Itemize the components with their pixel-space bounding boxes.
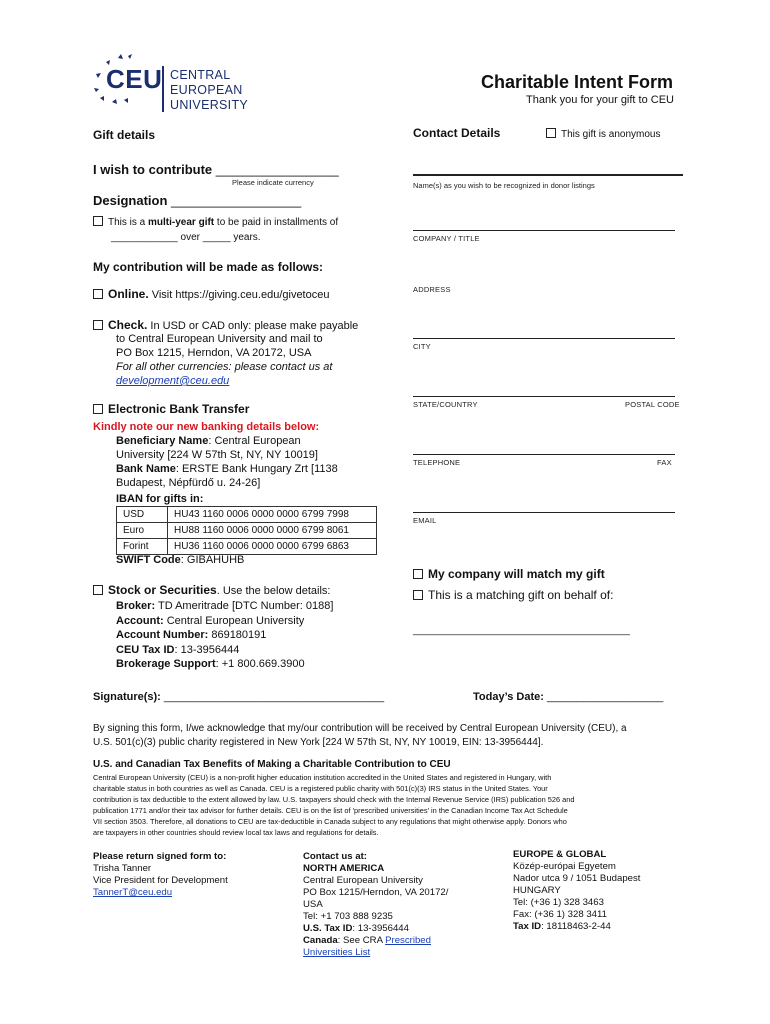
online-option[interactable]: [93, 287, 329, 302]
prescribed-universities-link-cont[interactable]: Universities List: [303, 947, 371, 958]
ceu-taxid-value: : 13-3956444: [174, 643, 240, 656]
form-title: Charitable Intent Form: [480, 72, 673, 92]
global-telephone: Tel: (+36 1) 328 3463: [513, 897, 604, 908]
bank-transfer-option[interactable]: [93, 402, 249, 417]
contribute-amount-field[interactable]: _________________: [215, 162, 339, 177]
name-field[interactable]: [413, 174, 683, 176]
us-taxid-value: : 13-3956444: [352, 923, 409, 934]
anonymous-checkbox[interactable]: [546, 128, 556, 138]
state-label: STATE/COUNTRY: [413, 400, 478, 409]
telephone-field[interactable]: [413, 454, 675, 455]
acknowledgement: [93, 722, 627, 750]
global-taxid-label: Tax ID: [513, 921, 542, 932]
contact-details-heading: Contact Details: [413, 126, 501, 140]
fax-label: FAX: [657, 458, 672, 467]
gift-details-heading: Gift details: [93, 128, 156, 142]
us-taxid-label: U.S. Tax ID: [303, 923, 353, 934]
contact-org: Central European University: [303, 875, 423, 886]
check-details: [116, 332, 332, 388]
logo-text: [170, 68, 248, 113]
ceu-logo-mark: CEU: [106, 64, 163, 94]
email-label: EMAIL: [413, 516, 437, 525]
company-label: COMPANY / TITLE: [413, 234, 480, 243]
check-line4: For all other currencies: please contact us at: [116, 361, 333, 373]
ack-line2: U.S. 501(c)(3) public charity registered in New York [224 W 57th St, NY, NY 10019, EIN: 13-3956444].: [93, 737, 544, 748]
telephone-label: TELEPHONE: [413, 458, 461, 467]
matching-company-field[interactable]: _______________________________________: [413, 625, 630, 636]
account-value: Central European University: [163, 614, 305, 627]
address-label: ADDRESS: [413, 285, 451, 294]
return-email-link[interactable]: TannerT@ceu.edu: [93, 887, 173, 898]
check-option[interactable]: [93, 318, 358, 333]
name-hint: Name(s) as you wish to be recognized in donor listings: [413, 181, 595, 190]
return-name: Trisha Tanner: [93, 863, 152, 874]
account-number-label: Account Number:: [116, 629, 209, 641]
online-label: Online.: [108, 287, 149, 301]
brokerage-support-value: : +1 800.669.3900: [215, 658, 305, 670]
matching-behalf-option[interactable]: [413, 588, 613, 603]
multi-year-bold: multi-year gift: [148, 217, 215, 228]
check-checkbox[interactable]: [93, 320, 103, 330]
tax-heading: U.S. and Canadian Tax Benefits of Making a Charitable Contribution to CEU: [93, 759, 451, 770]
stock-option[interactable]: [93, 583, 330, 598]
table-row: [117, 507, 377, 523]
broker-value: TD Ameritrade [DTC Number: 0188]: [155, 600, 334, 612]
stock-label: Stock or Securities: [108, 583, 217, 597]
beneficiary-line2: University [224 W 57th St, NY, NY 10019]: [116, 449, 318, 461]
iban-currency: USD: [117, 507, 168, 523]
online-text: Visit https://giving.ceu.edu/givetoceu: [148, 289, 330, 301]
global-address: Nador utca 9 / 1051 Budapest: [513, 873, 641, 884]
iban-table: [116, 506, 377, 555]
development-email-link[interactable]: development@ceu.edu: [116, 375, 230, 387]
global-block: [513, 849, 640, 933]
logo-line2: EUROPEAN: [170, 83, 243, 97]
contribution-heading: My contribution will be made as follows:: [93, 260, 324, 274]
designation-line: [93, 193, 301, 209]
bankname-line2: Budapest, Népfürdő u. 24-26]: [116, 477, 261, 489]
anonymous-label: This gift is anonymous: [561, 129, 661, 140]
logo-divider: [162, 66, 164, 112]
prescribed-universities-link[interactable]: Prescribed: [385, 935, 431, 946]
check-line2: to Central European University and mail to: [116, 333, 323, 345]
bankname-label: Bank Name: [116, 463, 176, 475]
global-org: Közép-európai Egyetem: [513, 861, 616, 872]
return-heading: Please return signed form to:: [93, 851, 227, 862]
logo-line3: UNIVERSITY: [170, 98, 249, 112]
date-line: [473, 690, 663, 704]
signature-field[interactable]: ____________________________________: [163, 691, 385, 703]
bank-transfer-label: Electronic Bank Transfer: [108, 402, 250, 416]
contact-telephone: Tel: +1 703 888 9235: [303, 911, 393, 922]
iban-heading: IBAN for gifts in:: [116, 493, 204, 505]
city-label: CITY: [413, 342, 431, 351]
tax-line: VII section 3503. Therefore, all donations to CEU are tax-deductible in Canada subject to any regulations that might otherwise apply. Donors who: [93, 817, 567, 826]
return-block: [93, 851, 228, 899]
contact-block: [303, 851, 448, 959]
form-subtitle: Thank you for your gift to CEU: [526, 94, 674, 106]
iban-number: HU36 1160 0006 0000 0000 6799 6863: [168, 539, 377, 555]
ceu-taxid-label: CEU Tax ID: [116, 643, 175, 656]
iban-number: HU43 1160 0006 0000 0000 6799 7998: [168, 507, 377, 523]
global-taxid-value: : 18118463-2-44: [541, 921, 611, 932]
account-label: Account:: [116, 614, 164, 627]
swift-code: [116, 553, 244, 567]
stock-checkbox[interactable]: [93, 585, 103, 595]
swift-value: : GIBAHUHB: [180, 554, 245, 566]
check-label: Check.: [108, 318, 148, 332]
canada-text: : See CRA: [337, 935, 386, 946]
date-label: Today’s Date:: [473, 691, 544, 703]
tax-line: are taxpayers in other countries should review local tax laws and regulations for details.: [93, 828, 379, 837]
address-field[interactable]: [413, 338, 675, 339]
swift-label: SWIFT Code: [116, 554, 181, 566]
ceu-logo: [88, 52, 258, 118]
broker-label: Broker:: [116, 600, 156, 612]
date-field[interactable]: ___________________: [546, 691, 664, 703]
brokerage-support-label: Brokerage Support: [116, 658, 216, 670]
check-text: In USD or CAD only: please make payable: [147, 320, 359, 332]
matching-behalf-label: This is a matching gift on behalf of:: [428, 588, 614, 602]
bankname-value: : ERSTE Bank Hungary Zrt [1138: [175, 463, 338, 475]
designation-label: Designation: [93, 193, 168, 208]
designation-field[interactable]: __________________: [171, 193, 302, 208]
match-checkbox[interactable]: [413, 569, 423, 579]
state-field[interactable]: [413, 396, 675, 397]
tax-line: contribution is tax deductible to the extent allowed by law. U.S. taxpayers should check with the Internal Revenue Service (IRS) publication 526 and: [93, 795, 575, 804]
iban-currency: Forint: [117, 539, 168, 555]
match-option[interactable]: [413, 567, 605, 582]
postal-label: POSTAL CODE: [625, 400, 680, 409]
table-row: [117, 523, 377, 539]
global-fax: Fax: (+36 1) 328 3411: [513, 909, 607, 920]
multi-year-installments[interactable]: ____________ over _____ years.: [111, 232, 261, 243]
beneficiary-label: Beneficiary Name: [116, 435, 209, 447]
tax-line: charitable status in both countries as well as Canada. CEU is a registered public charity with 501(c)(3) IRS status in the United States. Your: [93, 784, 548, 793]
global-heading: EUROPE & GLOBAL: [513, 849, 607, 860]
multi-year-checkbox[interactable]: [93, 216, 103, 226]
multi-year-post: to be paid in installments of: [214, 217, 339, 228]
multi-year-pre: This is a: [108, 217, 149, 228]
bank-transfer-checkbox[interactable]: [93, 404, 103, 414]
bank-note: Kindly note our new banking details below:: [93, 421, 320, 433]
anonymous-option[interactable]: [546, 128, 661, 141]
company-field[interactable]: [413, 230, 675, 231]
tax-line: Central European University (CEU) is a non-profit higher education institution accredited in the United States and registered in Hungary, with: [93, 773, 552, 782]
signature-label: Signature(s):: [93, 691, 161, 703]
email-field[interactable]: [413, 512, 675, 513]
bank-details: [116, 434, 338, 490]
beneficiary-value: : Central European: [208, 435, 301, 447]
contribute-line: [93, 162, 339, 178]
matching-behalf-checkbox[interactable]: [413, 590, 423, 600]
ack-line1: By signing this form, I/we acknowledge that my/our contribution will be received by Central European University (CEU), a: [93, 723, 627, 734]
online-checkbox[interactable]: [93, 289, 103, 299]
signature-line: [93, 690, 384, 704]
logo-line1: CENTRAL: [170, 68, 231, 82]
check-line3: PO Box 1215, Herndon, VA 20172, USA: [116, 347, 312, 359]
account-number-value: 869180191: [208, 629, 267, 641]
iban-currency: Euro: [117, 523, 168, 539]
contact-address: PO Box 1215/Herndon, VA 20172/: [303, 887, 449, 898]
match-label: My company will match my gift: [428, 567, 605, 581]
currency-hint: Please indicate currency: [232, 178, 314, 187]
contact-region: NORTH AMERICA: [303, 863, 385, 874]
canada-label: Canada: [303, 935, 338, 946]
contribute-label: I wish to contribute: [93, 162, 213, 177]
stock-text: . Use the below details:: [216, 585, 331, 597]
iban-number: HU88 1160 0006 0000 0000 6799 8061: [168, 523, 377, 539]
multi-year-option[interactable]: [93, 216, 338, 229]
contact-country: USA: [303, 899, 323, 910]
global-country: HUNGARY: [513, 885, 561, 896]
stock-details: [116, 599, 333, 672]
tax-paragraph: [93, 772, 575, 838]
return-title: Vice President for Development: [93, 875, 228, 886]
tax-line: publication 1771 and/or their tax advisor for further details. CEU is on the list of 'prescribed universities' in the Canadian Income Tax Act Schedule: [93, 806, 568, 815]
contact-heading: Contact us at:: [303, 851, 367, 862]
